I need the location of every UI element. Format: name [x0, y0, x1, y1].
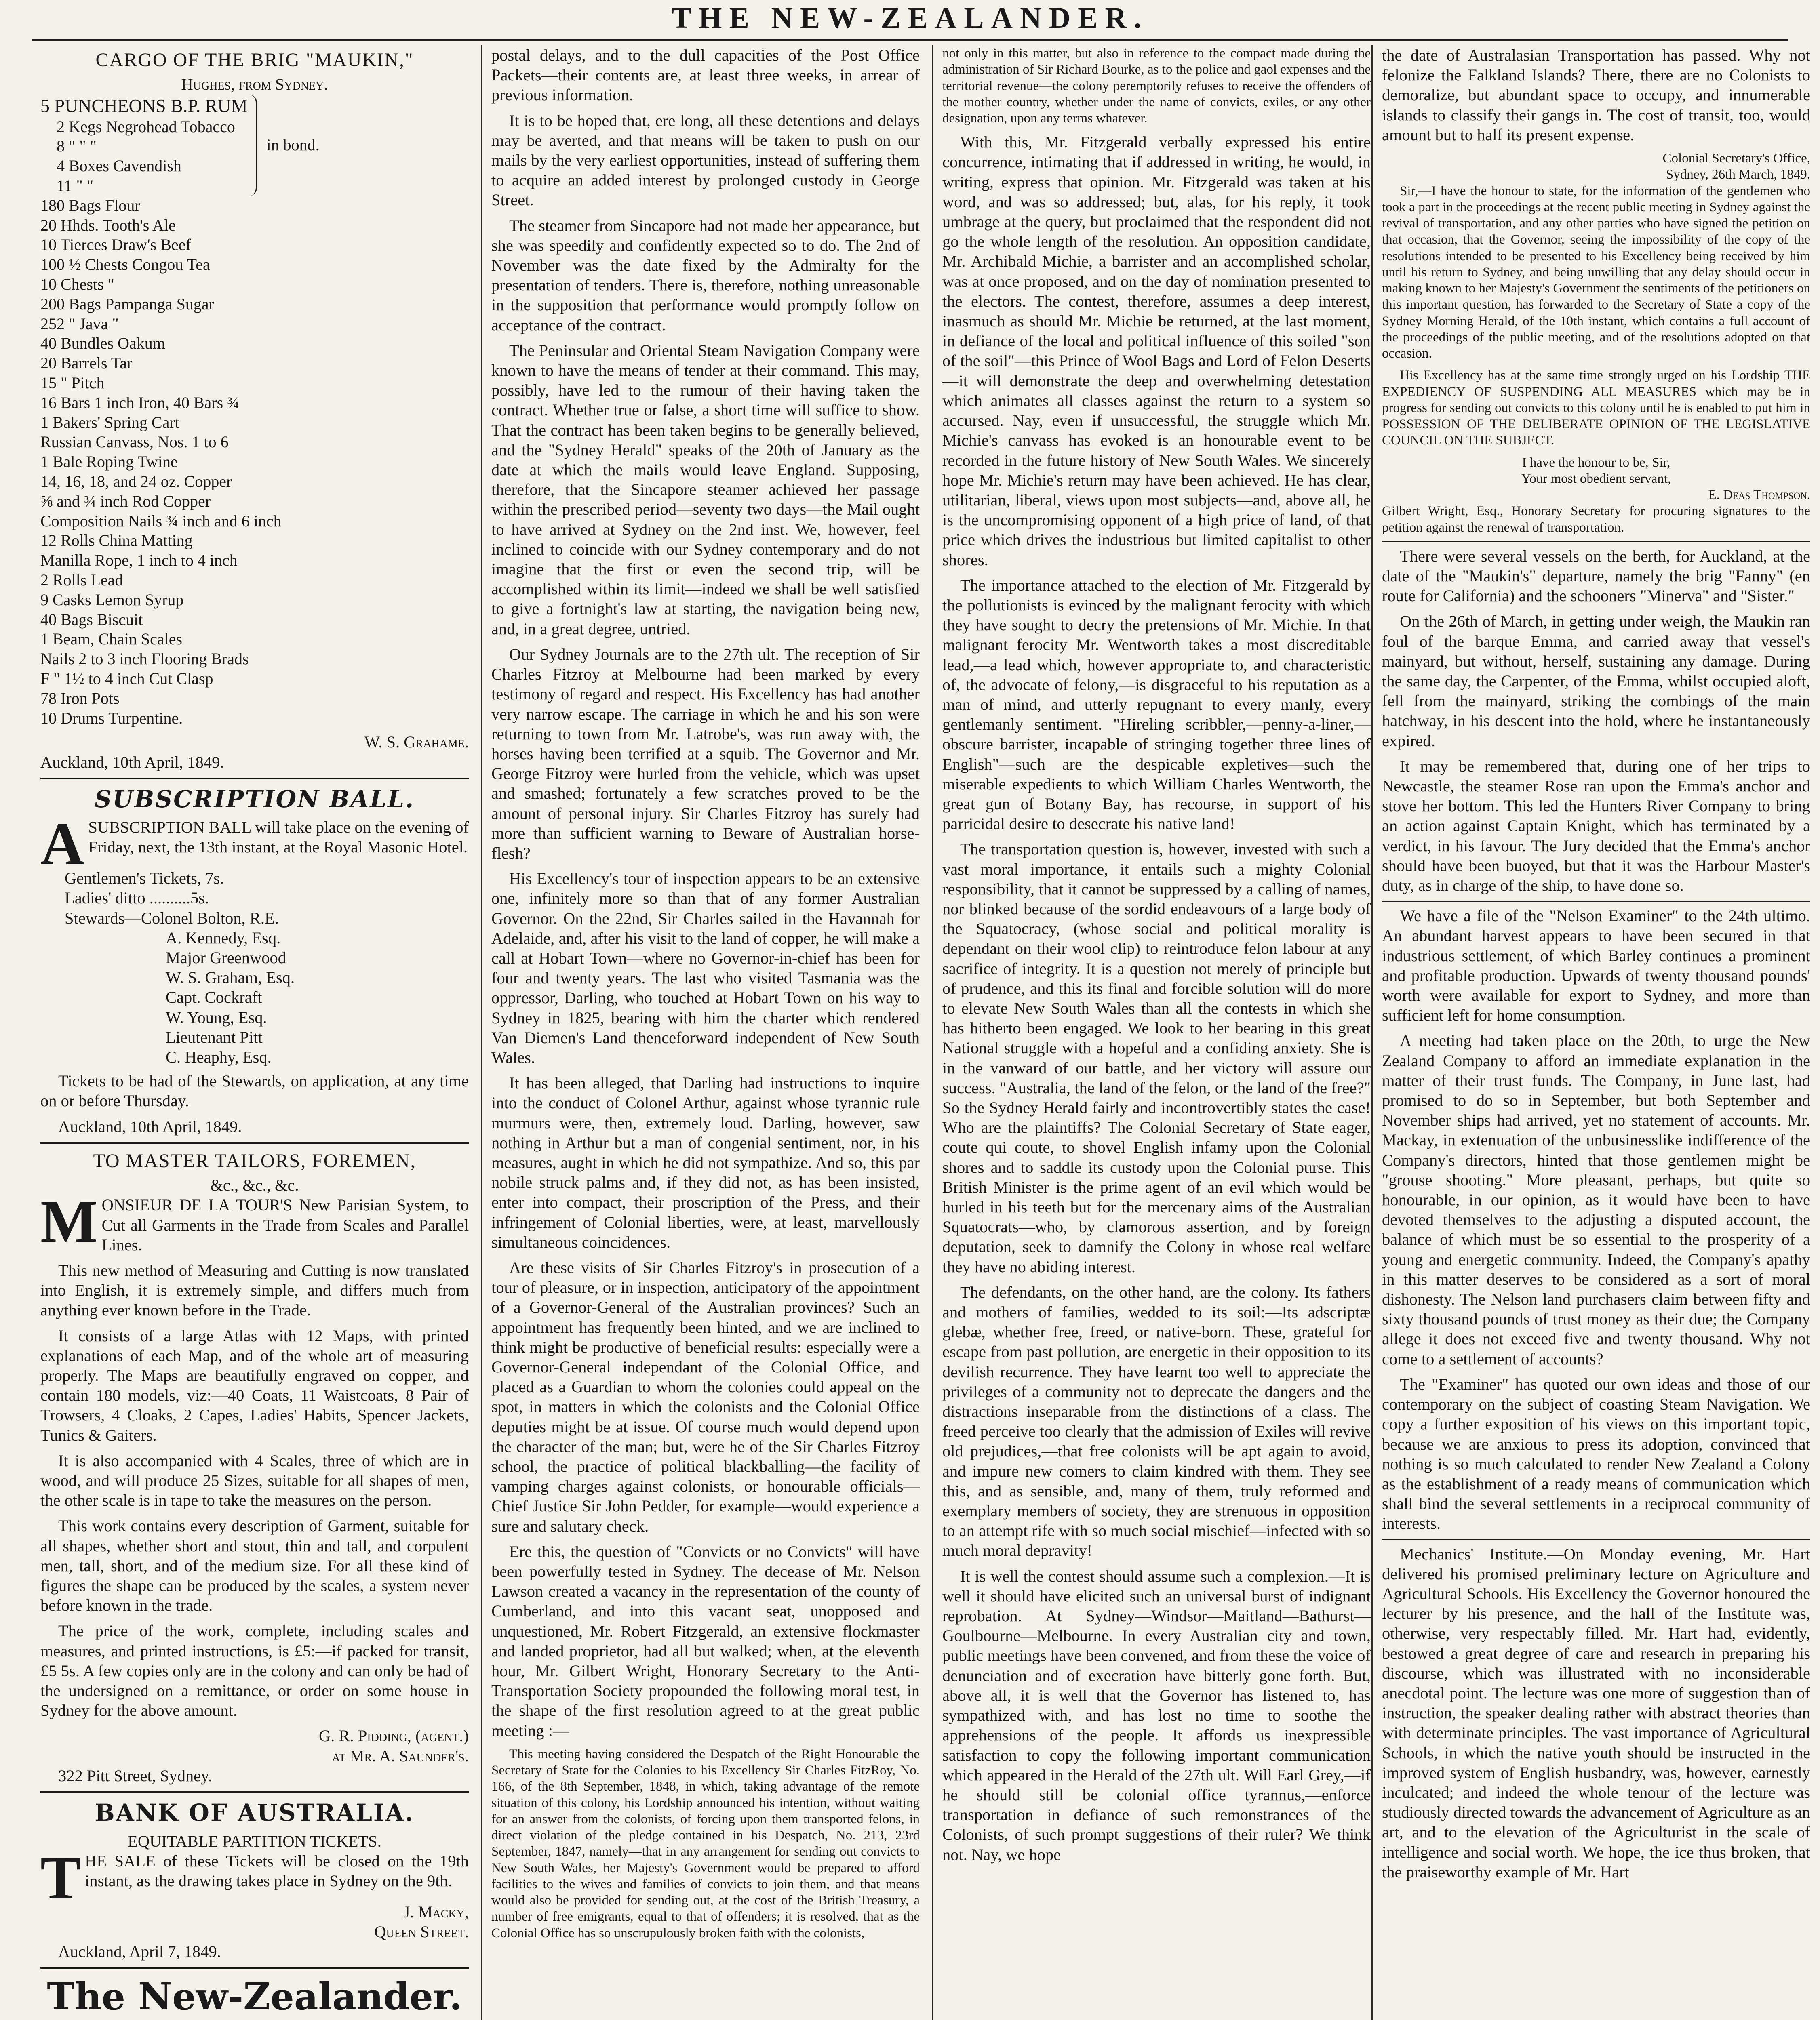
- section-rule: [40, 1142, 469, 1144]
- steward: Major Greenwood: [166, 949, 286, 967]
- cargo-item: 11 " ": [57, 177, 94, 195]
- tailors-paragraph: This work contains every description of Garment, suitable for all shapes, whether short and stout, thin and tall, and corpulent men, tall, short, and of the medium size. For all these kind of figures the shape can be produced by the scales, a system never before known in the trade.: [40, 1517, 469, 1615]
- letter-addressee: Gilbert Wright, Esq., Honorary Secretary for procuring signatures to the petition against the renewal of transportation.: [1382, 504, 1810, 535]
- cargo-item: Nails 2 to 3 inch Flooring Brads: [40, 650, 249, 668]
- article-paragraph: On the 26th of March, in getting under weigh, the Maukin ran foul of the barque Emma, and carried away that vessel's mainyard, but without, herself, sustaining any damage. During the same day, the Carpenter, of the Emma, whilst occupied aloft, fell from the mainyard, striking the combings of the main hatchway, in his descent into the hold, where he instantaneously expired.: [1382, 612, 1810, 750]
- tailors-advertisement: [40, 1149, 469, 1786]
- article-paragraph: The Peninsular and Oriental Steam Navigation Company were known to have the means of tender at their command. This may, possibly, have led to the rumour of their having taken the contract. Whether true or false, a short time will suffice to show. That the contract has been taken begins to be generally believed, and the "Sydney Herald" speaks of the 20th of January as the date at which the mails would leave England. Supposing, therefore, that the Sincapore steamer achieved her passage within the prescribed period—seventy two days—the Mail ought to have arrived at Sydney on the 2nd inst. We, however, feel inclined to coincide with our Sydney contemporary and do not imagine that the first or even the second trip, will be accomplished within its limit—indeed we shall be well satisfied to give a fortnight's law at starting, the navigation being new, and, in a great degree, untried.: [491, 341, 920, 638]
- steward: Lieutenant Pitt: [166, 1028, 263, 1046]
- cargo-item: 40 Bundles Oakum: [40, 334, 165, 353]
- cargo-item: 1 Bale Roping Twine: [40, 452, 178, 471]
- ticket-price-gentlemen: Gentlemen's Tickets, 7s.: [65, 869, 224, 888]
- cargo-item: 1 Beam, Chain Scales: [40, 630, 183, 648]
- cargo-item: 8 " " ": [57, 137, 97, 156]
- cargo-item: 4 Boxes Cavendish: [57, 157, 181, 175]
- bank-signature-street: Queen Street.: [374, 1922, 469, 1941]
- masthead-rule: [32, 39, 1788, 41]
- cargo-item: 10 Drums Turpentine.: [40, 709, 183, 727]
- letter-closing: I have the honour to be, Sir,: [1522, 455, 1670, 470]
- column-2: [491, 45, 920, 2020]
- article-paragraph: It is to be hoped that, ere long, all these detentions and delays may be averted, and that means will be taken to push on our mails by the very earliest opportunities, instead of suffering them to acquire an added interest by prolonged custody in George Street.: [491, 111, 920, 209]
- letter-date: Sydney, 26th March, 1849.: [1666, 167, 1810, 182]
- bond-label: in bond.: [266, 135, 320, 154]
- ticket-price-ladies: Ladies' ditto ..........5s.: [65, 889, 209, 907]
- paper-title: The New-Zealander.: [47, 1975, 462, 2019]
- cargo-advertisement: [40, 48, 469, 772]
- tailors-paragraph: It consists of a large Atlas with 12 Maps, with printed explanations of each Map, and of the whole art of measuring properly. The Maps are beautifully engraved on copper, and contain 180 models, viz:—40 Coats, 11 Waistcoats, 8 Pair of Trowsers, 4 Cloaks, 2 Capes, Ladies' Habits, Spencer Jackets, Tunics & Gaiters.: [40, 1326, 469, 1444]
- cargo-item: 10 Chests ": [40, 275, 115, 293]
- cargo-item: 40 Bags Biscuit: [40, 610, 143, 629]
- article-paragraph: The defendants, on the other hand, are the colony. Its fathers and mothers of families, wedded to its soil:—Its adscriptæ glebæ, whether free, freed, or native-born. These, grateful for escape from past pollution, are energetic in their opposition to its devilish recurrence. They have learnt too well to appreciate the privileges of a community not to deprecate the dangers and the distractions inseparable from the distinctions of a class. The freed perceive too clearly that the admission of Exiles will revive old prejudices,—that free colonists will be apt again to avoid, and impure new comers to claim kindred with them. They see this, and as sensible, and, many of them, truly reformed and exemplary members of society, they are strenuous in opposition to an attempt rife with so much social mischief—infected with so much moral depravity!: [942, 1283, 1371, 1560]
- article-paragraph: The steamer from Sincapore had not made her appearance, but she was speedily and confidently expected so to do. The 2nd of November was the date fixed by the Admiralty for the presentation of tenders. There is, therefore, nothing unreasonable in the supposition that performance would promptly follow on acceptance of the contract.: [491, 216, 920, 334]
- tailors-subheading: &c., &c., &c.: [210, 1176, 299, 1195]
- tailors-paragraph: The price of the work, complete, including scales and measures, and printed instructions, is £5:—if packed for transit, £5 5s. A few copies only are in the colony and can only be had of the undersigned on a remittance, or order on some house in Sydney for the above amount.: [40, 1622, 469, 1720]
- column-4: [1382, 45, 1810, 2020]
- bank-heading: BANK OF AUSTRALIA.: [95, 1799, 415, 1827]
- tailors-paragraph: This new method of Measuring and Cutting is now translated into English, it is extremely simple, and differs much from anything ever known before in the Trade.: [40, 1261, 469, 1319]
- cargo-subheading: Hughes, from Sydney.: [181, 75, 328, 94]
- section-rule: [1382, 1539, 1810, 1540]
- section-rule: [40, 1791, 469, 1793]
- resolution-quote: This meeting having considered the Despatch of the Right Honourable the Secretary of State for the Colonies to his Excellency Sir Charles FitzRoy, No. 166, of the 8th September, 1848, in which, taking advantage of the remote situation of this colony, his Lordship announced his intention, without waiting for an answer from the colonists, of forcing upon them transported felons, in direct violation of the pledge contained in his Despatch, No. 213, 23rd September, 1847, namely—that in any arrangement for sending out convicts to New South Wales, her Majesty's Government would be prepared to afford facilities to the wives and families of convicts to join them, and that means would also be provided for sending out, at the cost of the British Treasury, a number of free emigrants, equal to that of offenders; it is resolved, that as the Colonial Office has so unscrupulously broken faith with the colonists,: [491, 1746, 920, 1940]
- letter-body: His Excellency has at the same time strongly urged on his Lordship THE EXPEDIENCY OF SUSPENDING ALL MEASURES which may be in progress for sending out convicts to this colony until he is enabled to put him in POSSESSION OF THE DELIBERATE OPINION OF THE LEGISLATIVE COUNCIL ON THE SUBJECT.: [1382, 368, 1810, 448]
- cargo-item: 5 PUNCHEONS B.P. RUM: [40, 95, 248, 116]
- cargo-item: Russian Canvass, Nos. 1 to 6: [40, 433, 229, 451]
- article-paragraph: It has been alleged, that Darling had instructions to inquire into the conduct of Colonel Arthur, against whose tyrannic rule murmurs were, then, extremely loud. Darling, however, saw nothing in Arthur but a man of congenial sentiment, nor, in his measures, aught in which he did not sympathize. And so, this par nobile struck palms and, if they did not, as has been insisted, enter into compact, their proscription of the Press, and their infringement of Colonial liberties, were, at least, marvellously simultaneous coincidences.: [491, 1074, 920, 1251]
- tailors-intro: ONSIEUR DE LA TOUR'S New Parisian System, to Cut all Garments in the Trade from Scales and Parallel Lines.: [101, 1196, 469, 1254]
- paper-title-block: [40, 1974, 469, 2020]
- article-paragraph: His Excellency's tour of inspection appears to be an extensive one, infinitely more so than that of any former Australian Governor. On the 22nd, Sir Charles sailed in the Havannah for Adelaide, and, after his visit to the land of copper, he will make a call at Hobart Town—where no Governor-in-chief has been for four and twenty years. The last who visited Tasmania was the oppressor, Darling, who touched at Hobart Town on his way to Sydney in 1825, bearing with him the charter which rendered Van Diemen's Land thenceforward independent of New South Wales.: [491, 869, 920, 1067]
- letter-closing: Your most obedient servant,: [1521, 471, 1671, 486]
- cargo-bond-group: [40, 95, 469, 196]
- bank-date: Auckland, April 7, 1849.: [58, 1942, 221, 1961]
- ball-advertisement: [40, 785, 469, 1136]
- steward: C. Heaphy, Esq.: [166, 1048, 272, 1067]
- ball-footer: Tickets to be had of the Stewards, on application, at any time on or before Thursday.: [40, 1072, 469, 1110]
- article-paragraph: Mechanics' Institute.—On Monday evening, Mr. Hart delivered his promised preliminary lecture on Agriculture and Agricultural Schools. His Excellency the Governor honoured the lecturer by his presence, and the hall of the Institute was, otherwise, very respectably filled. Mr. Hart had, evidently, bestowed a great degree of care and research in preparing his discourse, which was illustrated with no inconsiderable anecdotal point. The lecture was one more of suggestion than of instruction, the speaker dealing rather with abstract theories than with determinate principles. The vast importance of Agricultural Schools, in which the native youth should be instructed in the improved system of English husbandry, was, however, earnestly inculcated; and indeed the whole tenour of the lecture was studiously directed towards the advancement of Agriculture as an art, and to the elevation of the Agriculturist in the scale of intelligence and social worth. We hope, the ice thus broken, that the praiseworthy example of Mr. Hart: [1382, 1544, 1810, 1881]
- article-paragraph: It is well the contest should assume such a complexion.—It is well it should have elicited such an universal burst of indignant reprobation. At Sydney—Windsor—Maitland—Bathurst—Goulbourne—Melbourne. In every Australian city and town, public meetings have been convened, and from these the voice of denunciation and of execration have bitterly gone forth. But, above all, it is well that the Governor has listened to, has sympathized with, and has lost no time to soothe the apprehensions of the people. It affords us inexpressible satisfaction to copy the following important communication which appeared in the Herald of the 27th ult. Will Earl Grey,—if he should still be colonial office tyrannus,—enforce transportation in defiance of such remonstrances of the Colonists, of such prompt suggestions of their ruler? We think not. Nay, we hope: [942, 1567, 1371, 1864]
- cargo-list: [40, 95, 469, 728]
- article-paragraph: With this, Mr. Fitzgerald verbally expressed his entire concurrence, intimating that if addressed in writing, he would, in writing, express that opinion. Mr. Fitzgerald was taken at his word, and was so addressed; but, alas, for his reply, it took umbrage at the query, but proclaimed that the respondent did not go the whole length of the resolution. An opposition candidate, Mr. Archibald Michie, a barrister and an accomplished scholar, was at once proposed, and on the day of nomination presented to the electors. The contest, therefore, assumes a deep interest, inasmuch as should Mr. Michie be returned, at the last moment, in defiance of the local and political influence of this soiled "son of the soil"—this Prince of Wool Bags and Lord of Felon Deserts—it will demonstrate the deep and overwhelming detestation which animates all classes against the return to a system so accursed. Nay, even if unsuccessful, the struggle which Mr. Michie's canvass has evoked is an honourable event to be recorded in the future history of New South Wales. We sincerely hope Mr. Michie's return may have been achieved. He has clear, utilitarian, liberal, views upon most subjects—and, above all, he is the uncompromising opponent of a high price of land, of that price which drives the industrious but limited capitalist to other shores.: [942, 133, 1371, 569]
- cargo-item: 12 Rolls China Matting: [40, 531, 193, 550]
- tailors-dropcap: M: [40, 1188, 98, 1256]
- masthead: THE NEW-ZEALANDER.: [671, 2, 1149, 35]
- tailors-signature: G. R. Pidding, (agent.): [318, 1727, 469, 1745]
- steward: A. Kennedy, Esq.: [166, 928, 281, 947]
- article-paragraph: postal delays, and to the dull capacities of the Post Office Packets—their contents are, at least three weeks, in arrear of previous information.: [491, 46, 920, 104]
- article-paragraph: It may be remembered that, during one of her trips to Newcastle, the steamer Rose ran upon the Emma's anchor and stove her bottom. This led the Hunters River Company to bring an action against Captain Knight, which has terminated by a verdict, in his favour. The Jury decided that the Emma's anchor should have been buoyed, but that it was the Harbour Master's duty, as in charge of the ship, to have done so.: [1382, 757, 1810, 895]
- cargo-item: 9 Casks Lemon Syrup: [40, 590, 184, 609]
- letter-office: Colonial Secretary's Office,: [1662, 151, 1810, 166]
- article-paragraph: The "Examiner" has quoted our own ideas and those of our contemporary on the subject of coasting Steam Navigation. We copy a further exposition of his views on this important topic, because we are anxious to press its adoption, convinced that nothing is so much calculated to render New Zealand a Colony as the establishment of a ready means of communication which shall bind the several settlements in a reciprocal community of interests.: [1382, 1375, 1810, 1533]
- steward: Capt. Cockraft: [166, 988, 262, 1007]
- section-rule: [40, 778, 469, 779]
- cargo-item: 20 Hhds. Tooth's Ale: [40, 216, 176, 234]
- section-rule: [40, 1967, 469, 1969]
- ball-date: Auckland, 10th April, 1849.: [58, 1117, 242, 1136]
- cargo-item: Composition Nails ¾ inch and 6 inch: [40, 511, 282, 530]
- cargo-item: 16 Bars 1 inch Iron, 40 Bars ¾: [40, 393, 240, 412]
- tailors-signature-address: at Mr. A. Saunder's.: [332, 1746, 469, 1765]
- section-rule: [1382, 901, 1810, 902]
- article-paragraph: A meeting had taken place on the 20th, to urge the New Zealand Company to afford an immediate explanation in the matter of their trust funds. The Company, in June last, had promised to do so in September, but both September and November ships had arrived, yet no statement of accounts. Mr. Mackay, in extenuation of the unbusinesslike indifference of the Company's directors, hinted that those gentlemen might be "grouse shooting." More pleasant, perhaps, but quite so honourable, in our opinion, as it would have been to have devoted themselves to the adjusting a disputed account, the balance of which must be so essential to the prosperity of a young and energetic community. Indeed, the Company's apathy in this matter deserves to be considered as a sort of moral dishonesty. The Nelson land purchasers claim between fifty and sixty thousand pounds of trust money as their due; the Company allege it does not exceed five and twenty thousand. Why not come to a settlement of accounts?: [1382, 1031, 1810, 1368]
- article-paragraph: the date of Australasian Transportation has passed. Why not felonize the Falkland Islands? There, there are no Colonists to demoralize, but abundant space to occupy, and innumerable islands to classify their gangs in. The cost of transit, too, would amount but to half its present expense.: [1382, 46, 1810, 144]
- cargo-item: Manilla Rope, 1 inch to 4 inch: [40, 551, 238, 570]
- article-paragraph: Ere this, the question of "Convicts or no Convicts" will have been powerfully tested in Sydney. The decease of Mr. Nelson Lawson created a vacancy in the representation of the county of Cumberland, and into this vacant seat, unopposed and unquestioned, Mr. Robert Fitzgerald, an extensive flockmaster and landed proprietor, had all but walked; when, at the eleventh hour, Mr. Gilbert Wright, Honorary Secretary to the Anti-Transportation Society propounded the following moral test, in the shape of the first resolution agreed to at the great public meeting :—: [491, 1542, 920, 1740]
- column-divider: [932, 45, 933, 2020]
- cargo-item: 2 Rolls Lead: [40, 570, 123, 589]
- column-1: [40, 45, 469, 2020]
- column-divider: [1371, 45, 1373, 2020]
- bank-advertisement: [40, 1799, 469, 1961]
- cargo-item: 10 Tierces Draw's Beef: [40, 236, 191, 254]
- column-3: [942, 45, 1371, 2020]
- cargo-item: ⅝ and ¾ inch Rod Copper: [40, 492, 211, 510]
- article-paragraph: We have a file of the "Nelson Examiner" to the 24th ultimo. An abundant harvest appears to have been secured in that industrious settlement, of which Barley continues a prominent and profitable production. Upwards of twenty thousand pounds' worth were available for export to Sydney, and more than sufficient left for home consumption.: [1382, 907, 1810, 1025]
- article-paragraph: Are these visits of Sir Charles Fitzroy's in prosecution of a tour of pleasure, or in inspection, anticipatory of the appointment of a Governor-General of the Australian provinces? Such an appointment has frequently been hinted, and we are inclined to think might be productive of beneficial results: especially were a Governor-General independant of the Colonial Office, and placed as a Guardian to whom the colonies could appeal on the spot, in matters in which the colonists and the Colonial Office deputies might be at issue. Of course much would depend upon the character of the man; but, were he of the Sir Charles Fitzroy school, the practice of political blackballing—the facility of vamping charges against colonists, or honourable officials—Chief Justice Sir John Pedder, for example—would experience a sure and salutary check.: [491, 1258, 920, 1535]
- cargo-item: 252 " Java ": [40, 314, 119, 333]
- governor-letter: [1382, 150, 1810, 536]
- tailors-street: 322 Pitt Street, Sydney.: [58, 1766, 212, 1785]
- letter-signer: E. Deas Thompson.: [1708, 488, 1810, 503]
- article-paragraph: There were several vessels on the berth, for Auckland, at the date of the "Maukin's" departure, namely the brig "Fanny" (en route for California) and the schooners "Minerva" and "Sister.": [1382, 547, 1810, 605]
- section-rule: [1382, 541, 1810, 542]
- cargo-item: 2 Kegs Negrohead Tobacco: [57, 117, 235, 136]
- article-paragraph: The importance attached to the election of Mr. Fitzgerald by the pollutionists is evinced by the malignant ferocity with which they have sought to decry the pretensions of Mr. Michie. In that malignant ferocity Mr. Wentworth takes a most discreditable lead,—a lead which, however appropriate to, and characteristic of, the advocate of felony,—is disgraceful to his reputation as a man of mind, and utterly repugnant to every manly, every gentlemanly sentiment. "Hireling scribbler,—penny-a-liner,—obscure barrister, incapable of stringing together three lines of English"—such are the despicable expletives—such the miserable expedients to which William Charles Wentworth, the great gun of Botany Bay, has recourse, in support of his parricidal desire to desecrate his native land!: [942, 576, 1371, 833]
- ball-body: SUBSCRIPTION BALL will take place on the evening of Friday, next, the 13th instant, at the Royal Masonic Hotel.: [88, 818, 469, 856]
- column-divider: [481, 45, 482, 2020]
- cargo-item: 180 Bags Flour: [40, 196, 140, 215]
- bank-signature: J. Macky,: [403, 1902, 469, 1921]
- cargo-item: 78 Iron Pots: [40, 689, 120, 707]
- cargo-item: 200 Bags Pampanga Sugar: [40, 295, 214, 313]
- cargo-item: 20 Barrels Tar: [40, 354, 133, 372]
- tailors-heading: TO MASTER TAILORS, FOREMEN,: [93, 1150, 416, 1172]
- article-paragraph: The transportation question is, however, invested with such a vast moral importance, it entails such a mighty Colonial responsibility, that it cannot be suppressed by a calling of names, nor blinked because of the sordid endeavours of a large body of the Squatocracy, (whose social and political morality is dependant on their wool clip) to reintroduce felon labour at any sacrifice of integrity. It is a question not merely of principle but of prudence, and this its final and forcible solution will do more to elevate New South Wales than all the contests in which she has hitherto been engaged. We look to her bearing in this great National struggle with a hopeful and a confiding anxiety. She is in the vanward of our battle, and her victory will assure our success. "Australia, the land of the felon, or the land of the free?" So the Sydney Herald fairly and incontrovertibly states the case! Who are the plaintiffs? The Colonial Secretary of State eager, coute qui coute, to shovel English infamy upon the Colonial shores and to saddle its custody upon the Colonial purse. This British Minister is the prime agent of an evil which would be hurled in his teeth but for the mercenary aims of the Australian Squatocrats—who, by clamorous assertion, and by foreign deputation, seek to damnify the Colony in whose real welfare they have no abiding interest.: [942, 840, 1371, 1276]
- cargo-item: F " 1½ to 4 inch Cut Clasp: [40, 669, 213, 688]
- bank-body: HE SALE of these Tickets will be closed on the 19th instant, as the drawing takes place in Sydney on the 9th.: [85, 1852, 469, 1890]
- bank-dropcap: T: [40, 1844, 81, 1911]
- stewards-label: Stewards—Colonel Bolton, R.E.: [65, 909, 279, 927]
- letter-body: Sir,—I have the honour to state, for the information of the gentlemen who took a part in the proceedings at the recent public meeting in Sydney against the revival of transportation, and any other parties who have signed the petition on that occasion, that the Governor, seeing the impossibility of the copy of the resolutions intended to be presented to his Excellency being received by him until his return to Sydney, and being unwilling that any delay should occur in making known to her Majesty's Government the sentiments of the petitioners on this important question, has forwarded to the Secretary of State a copy of the Sydney Morning Herald, of the 10th instant, which contains a full account of the proceedings of the public meeting, and of the resolutions adopted on that occasion.: [1382, 183, 1810, 361]
- bank-subheading: EQUITABLE PARTITION TICKETS.: [128, 1832, 381, 1850]
- article-paragraph: Our Sydney Journals are to the 27th ult. The reception of Sir Charles Fitzroy at Melbourne had been marked by every testimony of regard and respect. His Excellency has had another very narrow escape. The carriage in which he and his son were returning to town from Mr. Latrobe's, was run away with, the horses having been terrified at a squib. The Governor and Mr. George Fitzroy were hurled from the vehicle, which was upset and smashed; fortunately a few scratches proved to be the amount of personal injury. Sir Charles Fitzroy has surely had more than sufficient warning to Beware of Australian horse-flesh?: [491, 645, 920, 862]
- cargo-heading: CARGO OF THE BRIG "MAUKIN,": [95, 49, 414, 71]
- steward: W. Young, Esq.: [166, 1008, 267, 1027]
- cargo-item: 14, 16, 18, and 24 oz. Copper: [40, 472, 232, 490]
- resolution-quote-continued: not only in this matter, but also in reference to the compact made during the administration of Sir Richard Bourke, as to the police and gaol expenses and the territorial revenue—the colony peremptorily refuses to receive the offenders of the mother country, whether under the name of convicts, exiles, or any other designation, upon any terms whatever.: [942, 46, 1371, 126]
- cargo-signature: W. S. Grahame.: [364, 733, 469, 751]
- cargo-item: 15 " Pitch: [40, 373, 105, 392]
- steward: W. S. Graham, Esq.: [166, 968, 295, 987]
- ball-dropcap: A: [40, 810, 84, 878]
- tailors-paragraph: It is also accompanied with 4 Scales, three of which are in wood, and will produce 25 Sizes, suitable for all shapes of men, the other scale is in tape to take the measures on the person.: [40, 1451, 469, 1510]
- cargo-date: Auckland, 10th April, 1849.: [40, 753, 224, 771]
- ball-heading: SUBSCRIPTION BALL.: [94, 785, 415, 813]
- cargo-item: 1 Bakers' Spring Cart: [40, 413, 179, 431]
- cargo-item: 100 ½ Chests Congou Tea: [40, 255, 210, 274]
